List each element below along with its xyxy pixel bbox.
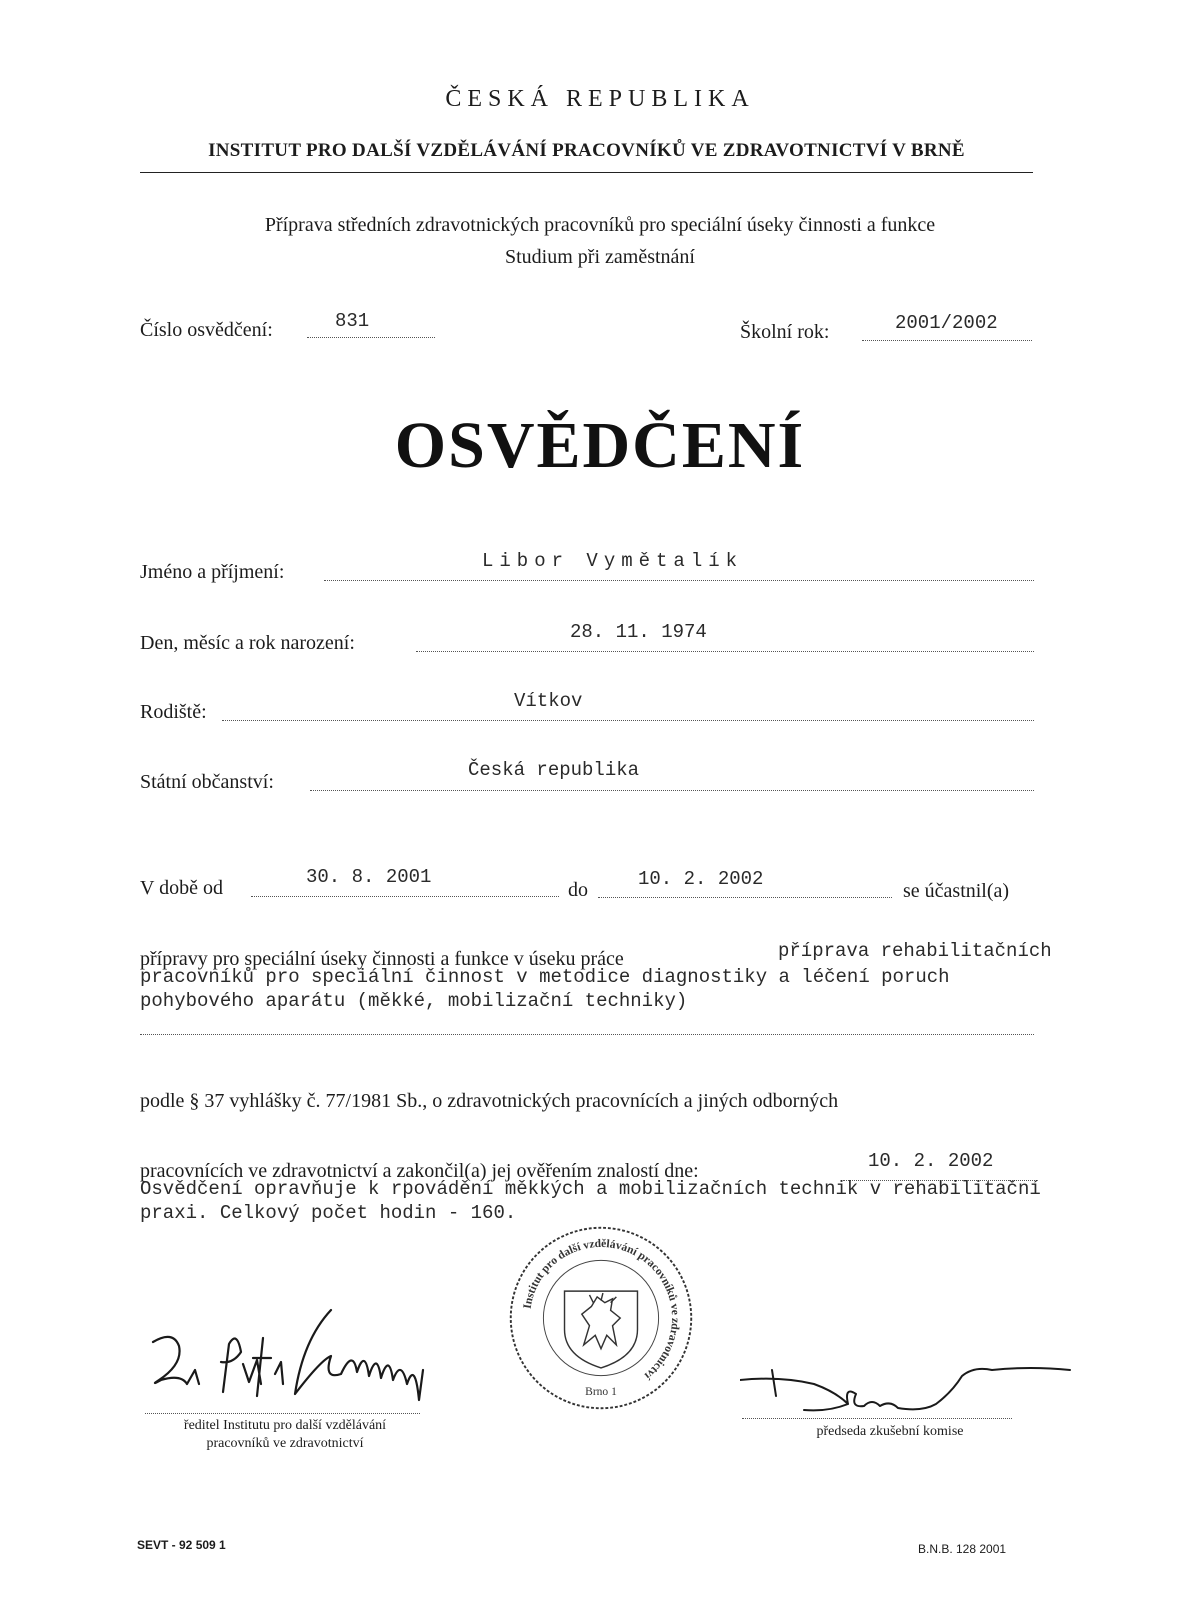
period-to-label: do <box>568 879 588 901</box>
period-from-label: V době od <box>140 877 223 899</box>
school-year-label: Školní rok: <box>740 321 830 343</box>
exam-date-value: 10. 2. 2002 <box>868 1150 994 1172</box>
school-year-dotted-line <box>862 340 1032 341</box>
certificate-number-dotted-line <box>307 337 435 338</box>
birthplace-dotted-line <box>222 720 1034 721</box>
legal-basis-line-2: pracovnících ve zdravotnictví a zakončil(a) jej ověřením znalostí dne: <box>140 1160 699 1182</box>
director-caption-line-2: pracovníků ve zdravotnictví <box>206 1436 364 1451</box>
chairman-signature <box>740 1356 1080 1426</box>
period-to-dotted-line <box>598 897 892 898</box>
director-signature <box>145 1300 445 1415</box>
birthplace-value: Vítkov <box>514 690 583 712</box>
birthdate-value: 28. 11. 1974 <box>570 621 707 643</box>
certificate-number-value: 831 <box>335 310 370 332</box>
course-description-line-3: pohybového aparátu (měkké, mobilizační techniky) <box>140 990 688 1012</box>
director-caption-line-1: ředitel Institutu pro další vzdělávání <box>183 1418 387 1433</box>
program-title: Příprava středních zdravotnických pracovníků pro speciální úseky činnosti a funkce <box>264 214 936 236</box>
institute-underline <box>140 172 1033 173</box>
birthdate-dotted-line <box>416 651 1034 652</box>
citizenship-value: Česká republika <box>468 759 640 781</box>
course-dotted-line <box>140 1034 1034 1035</box>
chairman-signature-line <box>742 1418 1012 1419</box>
name-dotted-line <box>324 580 1034 581</box>
period-to-value: 10. 2. 2002 <box>638 868 764 890</box>
name-label: Jméno a příjmení: <box>140 561 285 583</box>
course-description-line-1: příprava rehabilitačních <box>778 940 1052 962</box>
period-from-dotted-line <box>251 896 559 897</box>
citizenship-label: Státní občanství: <box>140 771 274 793</box>
stamp-inner-ring <box>543 1260 658 1375</box>
stamp-bottom-text: Brno 1 <box>585 1385 617 1398</box>
citizenship-dotted-line <box>310 790 1034 791</box>
director-signature-line <box>145 1413 420 1414</box>
print-code: B.N.B. 128 2001 <box>918 1542 1007 1556</box>
certificate-number-label: Číslo osvědčení: <box>140 319 273 341</box>
official-stamp <box>505 1222 697 1414</box>
attended-label: se účastnil(a) <box>903 880 1010 902</box>
study-mode: Studium při zaměstnání <box>505 246 695 268</box>
document-title: OSVĚDČENÍ <box>394 409 806 482</box>
birthdate-label: Den, měsíc a rok narození: <box>140 632 355 654</box>
chairman-caption: předseda zkušební komise <box>816 1424 964 1439</box>
school-year-value: 2001/2002 <box>895 312 998 334</box>
authorization-note-line-2: praxi. Celkový počet hodin - 160. <box>140 1202 517 1224</box>
stamp-outer-ring <box>511 1228 691 1408</box>
authorization-note-line-1: Osvědčení opravňuje k rpovádění měkkých a mobilizačních technik v rehabilitační <box>140 1178 1041 1200</box>
period-from-value: 30. 8. 2001 <box>306 866 432 888</box>
form-code: SEVT - 92 509 1 <box>137 1538 226 1552</box>
institute-heading: INSTITUT PRO DALŠÍ VZDĚLÁVÁNÍ PRACOVNÍKŮ VE ZDRAVOTNICTVÍ V BRNĚ <box>208 140 965 161</box>
course-intro: přípravy pro speciální úseky činnosti a funkce v úseku práce <box>140 948 624 970</box>
legal-basis-line-1: podle § 37 vyhlášky č. 77/1981 Sb., o zdravotnických pracovnících a jiných odborných <box>140 1090 839 1112</box>
name-value: Libor Vymětalík <box>482 550 744 572</box>
coat-of-arms-icon <box>565 1291 638 1368</box>
stamp-ring-text: Institut pro další vzdělávání pracovníků ve zdravotnictví <box>521 1237 682 1382</box>
birthplace-label: Rodiště: <box>140 701 207 723</box>
course-description-line-2: pracovníků pro speciální činnost v metodice diagnostiky a léčení poruch <box>140 966 950 988</box>
country-heading: ČESKÁ REPUBLIKA <box>445 86 755 112</box>
